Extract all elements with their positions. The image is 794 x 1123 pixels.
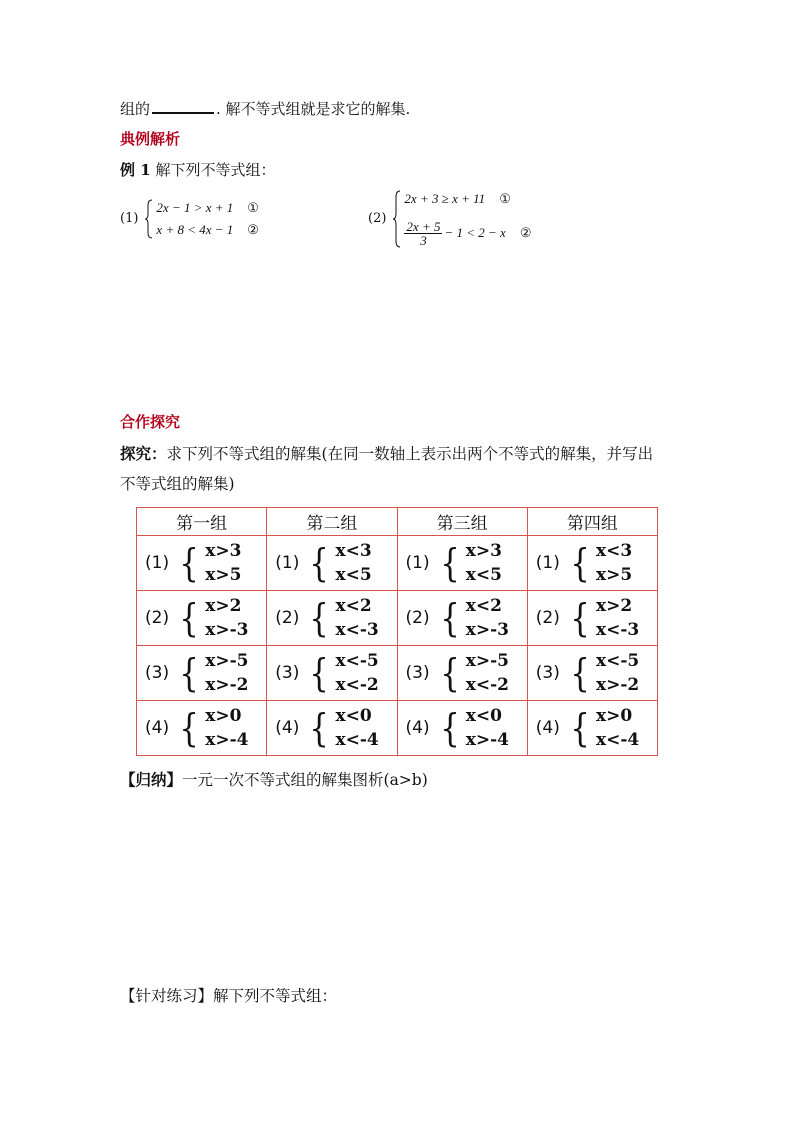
example1-label: 例 1 — [120, 161, 151, 179]
part2-mark-2: ② — [519, 225, 532, 241]
left-brace-icon — [144, 199, 154, 239]
item-number: (3) — [535, 663, 560, 683]
fraction-denominator: 3 — [420, 232, 427, 248]
inequality-lower: x>5 — [595, 565, 633, 585]
practice-label: 【针对练习】 — [120, 987, 214, 1005]
inequality-upper: x<0 — [465, 706, 502, 726]
item-number: (2) — [405, 608, 430, 628]
part1-mark-2: ② — [247, 222, 259, 238]
item-number: (2) — [275, 608, 300, 628]
inequality-lower: x>-2 — [595, 675, 640, 695]
inequality-upper: x<-5 — [335, 651, 379, 671]
item-number: (1) — [275, 553, 300, 573]
intro-prefix: 组的 — [120, 100, 151, 118]
left-brace-icon: { — [309, 651, 330, 695]
left-brace-icon: { — [570, 596, 590, 640]
example1-part1 — [120, 198, 259, 240]
inequality-lower: x>-3 — [205, 620, 249, 640]
item-number: (4) — [405, 718, 430, 738]
left-brace-icon: { — [439, 706, 460, 750]
inequality-upper: x>-5 — [465, 651, 509, 671]
table-cell — [527, 536, 657, 591]
left-brace-icon: { — [439, 651, 460, 695]
table-cell — [137, 591, 267, 646]
inequality-lower: x<5 — [335, 565, 372, 585]
item-number: (2) — [535, 608, 560, 628]
table-cell — [267, 536, 397, 591]
inequality-lower: x>-2 — [205, 675, 249, 695]
item-number: (3) — [275, 663, 300, 683]
table-cell — [397, 646, 527, 701]
inequality-lower: x>5 — [205, 565, 242, 585]
left-brace-icon: { — [179, 596, 199, 640]
example1-text: 解下列不等式组： — [155, 161, 276, 179]
inequality-upper: x<2 — [465, 596, 502, 616]
section-heading-examples: 典例解析 — [120, 130, 181, 148]
left-brace-icon: { — [309, 706, 330, 750]
left-brace-icon — [392, 190, 402, 248]
summary-text: 一元一次不等式组的解集图析(a>b) — [182, 771, 428, 789]
part1-inequality-1: 2x − 1 > x + 1 — [156, 200, 234, 215]
table-cell — [397, 536, 527, 591]
left-brace-icon: { — [570, 651, 590, 695]
inequality-lower: x<-4 — [335, 730, 379, 750]
inequality-table — [136, 507, 658, 756]
practice-text: 解下列不等式组： — [213, 987, 338, 1005]
table-cell — [137, 701, 267, 756]
inequality-upper: x>0 — [595, 706, 633, 726]
inequality-lower: x>-4 — [205, 730, 249, 750]
inequality-upper: x>0 — [205, 706, 242, 726]
inequality-lower: x<-4 — [595, 730, 640, 750]
practice-line — [120, 986, 337, 1006]
item-number: (1) — [145, 553, 170, 573]
inequality-upper: x>2 — [595, 596, 633, 616]
item-number: (1) — [535, 553, 560, 573]
item-number: (3) — [405, 663, 430, 683]
item-number: (1) — [405, 553, 430, 573]
item-number: (4) — [275, 718, 300, 738]
inequality-lower: x>-3 — [465, 620, 509, 640]
section-heading-coop: 合作探究 — [120, 413, 181, 431]
part1-mark-1: ① — [247, 200, 259, 216]
explore-text-1: 求下列不等式组的解集(在同一数轴上表示出两个不等式的解集，并写出 — [166, 445, 654, 463]
table-cell — [397, 701, 527, 756]
item-number: (3) — [145, 663, 170, 683]
item-number: (4) — [145, 718, 170, 738]
part2-fraction — [404, 220, 442, 247]
summary-line — [120, 770, 428, 790]
explore-line-1 — [120, 444, 653, 464]
left-brace-icon: { — [439, 541, 460, 585]
inequality-lower: x<-3 — [335, 620, 379, 640]
fraction-numerator: 2x + 5 — [406, 218, 441, 234]
example1-prompt — [120, 160, 275, 180]
part2-number: (2) — [368, 211, 387, 226]
inequality-upper: x>3 — [465, 541, 502, 561]
table-cell — [267, 701, 397, 756]
table-cell — [267, 591, 397, 646]
table-header-3: 第三组 — [397, 508, 527, 536]
left-brace-icon: { — [570, 706, 590, 750]
inequality-upper: x<3 — [335, 541, 372, 561]
inequality-lower: x>-4 — [465, 730, 509, 750]
left-brace-icon: { — [309, 596, 330, 640]
inequality-lower: x<-3 — [595, 620, 640, 640]
table-cell — [397, 591, 527, 646]
left-brace-icon: { — [570, 541, 590, 585]
intro-suffix: . 解不等式组就是求它的解集. — [216, 100, 411, 118]
summary-label: 【归纳】 — [120, 770, 183, 789]
part1-inequality-2: x + 8 < 4x − 1 — [156, 222, 234, 237]
table-cell — [137, 646, 267, 701]
table-cell — [527, 701, 657, 756]
inequality-upper: x>2 — [205, 596, 242, 616]
part2-inequality-1: 2x + 3 ≥ x + 11 — [404, 191, 486, 206]
inequality-upper: x>3 — [205, 541, 242, 561]
example1-part2 — [368, 189, 531, 249]
table-cell — [267, 646, 397, 701]
table-header-2: 第二组 — [267, 508, 397, 536]
part2-inequality-2-rest: − 1 < 2 − x — [444, 225, 506, 240]
part1-number: (1) — [120, 211, 139, 226]
explore-label: 探究： — [120, 444, 167, 463]
inequality-upper: x<-5 — [595, 651, 640, 671]
left-brace-icon: { — [179, 651, 199, 695]
item-number: (4) — [535, 718, 560, 738]
fill-blank — [152, 100, 214, 114]
table-row — [137, 701, 658, 756]
inequality-upper: x<3 — [595, 541, 633, 561]
left-brace-icon: { — [179, 706, 199, 750]
inequality-upper: x<2 — [335, 596, 372, 616]
table-cell — [527, 646, 657, 701]
inequality-lower: x<-2 — [465, 675, 509, 695]
table-header-row — [137, 508, 658, 536]
table-cell — [527, 591, 657, 646]
inequality-lower: x<-2 — [335, 675, 379, 695]
table-cell — [137, 536, 267, 591]
left-brace-icon: { — [179, 541, 199, 585]
explore-line-2: 不等式组的解集) — [120, 475, 235, 493]
left-brace-icon: { — [309, 541, 330, 585]
table-row — [137, 646, 658, 701]
table-header-1: 第一组 — [137, 508, 267, 536]
table-row — [137, 591, 658, 646]
table-row — [137, 536, 658, 591]
inequality-upper: x>-5 — [205, 651, 249, 671]
left-brace-icon: { — [439, 596, 460, 640]
table-header-4: 第四组 — [527, 508, 657, 536]
inequality-upper: x<0 — [335, 706, 372, 726]
item-number: (2) — [145, 608, 170, 628]
part2-mark-1: ① — [499, 191, 511, 207]
inequality-lower: x<5 — [465, 565, 502, 585]
intro-line — [120, 99, 410, 119]
